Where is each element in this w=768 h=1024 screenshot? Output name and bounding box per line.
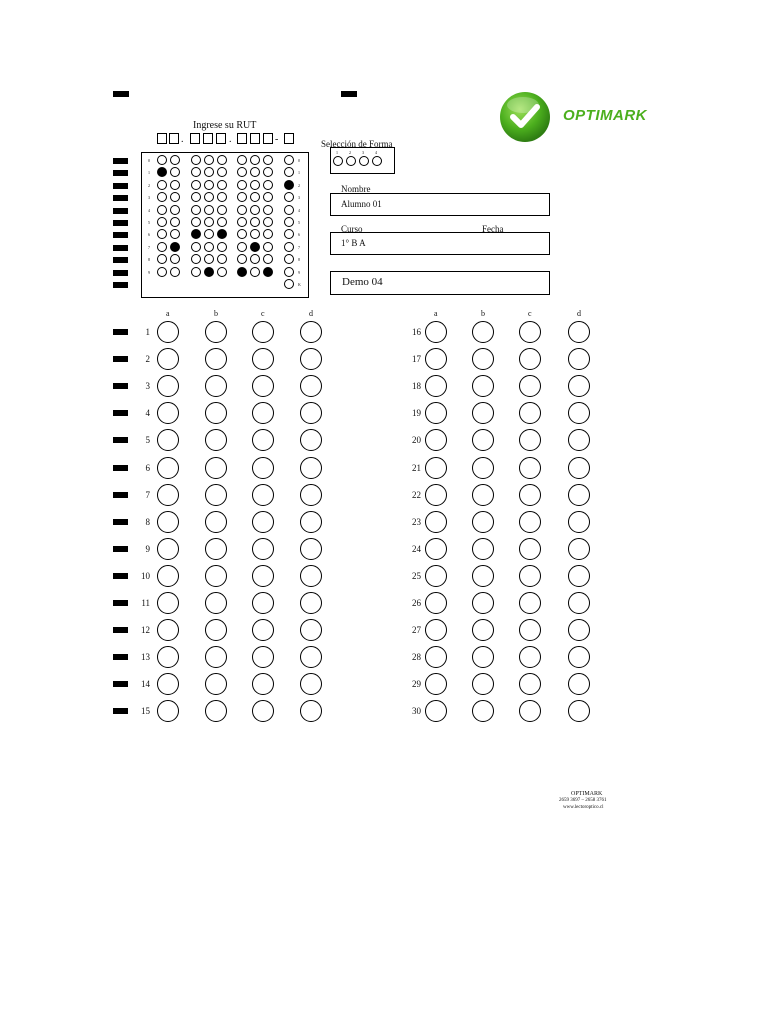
timing-mark (113, 245, 128, 251)
answer-bubble-15-b[interactable] (205, 700, 227, 722)
answer-bubble-22-d[interactable] (568, 484, 590, 506)
answer-bubble-11-a[interactable] (157, 592, 179, 614)
answer-bubble-13-a[interactable] (157, 646, 179, 668)
answer-bubble-21-a[interactable] (425, 457, 447, 479)
answer-bubble-16-a[interactable] (425, 321, 447, 343)
nombre-label: Nombre (341, 184, 371, 194)
rut-bubble-3-4[interactable] (191, 205, 201, 215)
answer-bubble-17-b[interactable] (472, 348, 494, 370)
answer-bubble-30-a[interactable] (425, 700, 447, 722)
question-number: 14 (141, 679, 150, 690)
rut-separator: . (181, 134, 184, 145)
option-header-right: a (434, 309, 438, 318)
rut-digit-label: 4 (148, 207, 150, 213)
question-number: 11 (141, 598, 150, 608)
answer-bubble-24-a[interactable] (425, 538, 447, 560)
answer-bubble-5-d[interactable] (300, 429, 322, 451)
rut-bubble-2-9[interactable] (170, 267, 180, 277)
nombre-field[interactable] (330, 193, 550, 216)
answer-bubble-9-c[interactable] (252, 538, 274, 560)
answer-bubble-1-d[interactable] (300, 321, 322, 343)
rut-bubble-8-7[interactable] (263, 242, 273, 252)
rut-bubble-4-9[interactable] (204, 267, 214, 277)
answer-bubble-18-b[interactable] (472, 375, 494, 397)
answer-timing-mark (113, 437, 128, 443)
answer-bubble-10-d[interactable] (300, 565, 322, 587)
answer-bubble-21-b[interactable] (472, 457, 494, 479)
rut-digit-label: 9 (148, 269, 150, 275)
answer-timing-mark (113, 573, 128, 579)
alignment-mark-top-left (113, 91, 129, 97)
timing-mark (113, 183, 128, 189)
rut-entry-box[interactable] (284, 133, 294, 144)
answer-timing-mark (113, 492, 128, 498)
rut-title: Ingrese su RUT (193, 120, 257, 131)
rut-check-label: K (298, 282, 301, 287)
rut-bubble-5-0[interactable] (217, 155, 227, 165)
answer-bubble-18-c[interactable] (519, 375, 541, 397)
answer-bubble-27-d[interactable] (568, 619, 590, 641)
answer-bubble-21-d[interactable] (568, 457, 590, 479)
rut-digit-label: 3 (148, 195, 150, 201)
answer-bubble-29-c[interactable] (519, 673, 541, 695)
answer-bubble-14-a[interactable] (157, 673, 179, 695)
rut-bubble-6-0[interactable] (237, 155, 247, 165)
answer-bubble-13-d[interactable] (300, 646, 322, 668)
rut-digit-label: 8 (148, 257, 150, 263)
rut-bubble-2-2[interactable] (170, 180, 180, 190)
answer-bubble-8-a[interactable] (157, 511, 179, 533)
answer-bubble-25-b[interactable] (472, 565, 494, 587)
rut-separator: . (229, 134, 232, 145)
answer-bubble-7-c[interactable] (252, 484, 274, 506)
question-number: 20 (412, 435, 421, 446)
rut-entry-box[interactable] (203, 133, 213, 144)
answer-bubble-16-b[interactable] (472, 321, 494, 343)
answer-timing-mark (113, 600, 128, 606)
rut-check-label: 6 (298, 232, 300, 238)
rut-digit-label: 1 (148, 170, 150, 176)
question-number: 24 (412, 543, 421, 554)
forma-bubble-4[interactable] (372, 156, 382, 166)
question-number: 8 (145, 516, 150, 527)
answer-bubble-20-a[interactable] (425, 429, 447, 451)
rut-bubble-9-4[interactable] (284, 205, 294, 215)
question-number: 27 (412, 625, 421, 636)
answer-bubble-23-a[interactable] (425, 511, 447, 533)
rut-bubble-9-10[interactable] (284, 279, 294, 289)
answer-bubble-17-a[interactable] (425, 348, 447, 370)
rut-entry-box[interactable] (216, 133, 226, 144)
answer-bubble-29-b[interactable] (472, 673, 494, 695)
answer-timing-mark (113, 410, 128, 416)
answer-bubble-20-c[interactable] (519, 429, 541, 451)
question-number: 25 (412, 570, 421, 581)
answer-bubble-11-c[interactable] (252, 592, 274, 614)
answer-bubble-24-d[interactable] (568, 538, 590, 560)
answer-bubble-1-a[interactable] (157, 321, 179, 343)
answer-bubble-3-a[interactable] (157, 375, 179, 397)
question-number: 26 (412, 598, 421, 608)
forma-bubble-1[interactable] (333, 156, 343, 166)
question-number: 4 (145, 408, 150, 419)
answer-bubble-15-a[interactable] (157, 700, 179, 722)
rut-bubble-7-9[interactable] (250, 267, 260, 277)
question-number: 6 (145, 462, 150, 473)
answer-bubble-1-c[interactable] (252, 321, 274, 343)
rut-check-label: 4 (298, 207, 300, 213)
answer-timing-mark (113, 465, 128, 471)
answer-bubble-6-d[interactable] (300, 457, 322, 479)
answer-bubble-2-a[interactable] (157, 348, 179, 370)
rut-bubble-8-0[interactable] (263, 155, 273, 165)
rut-bubble-5-5[interactable] (217, 217, 227, 227)
footer-website: www.lectoroptico.cl (563, 805, 604, 810)
answer-bubble-26-c[interactable] (519, 592, 541, 614)
answer-bubble-10-a[interactable] (157, 565, 179, 587)
brand-name: OPTIMARK (563, 107, 647, 124)
answer-bubble-28-a[interactable] (425, 646, 447, 668)
answer-timing-mark (113, 329, 128, 335)
answer-bubble-26-d[interactable] (568, 592, 590, 614)
answer-bubble-22-a[interactable] (425, 484, 447, 506)
answer-bubble-8-d[interactable] (300, 511, 322, 533)
rut-entry-box[interactable] (157, 133, 167, 144)
answer-bubble-14-b[interactable] (205, 673, 227, 695)
forma-option-label: 4 (375, 150, 377, 155)
rut-digit-label: 0 (148, 158, 150, 163)
answer-bubble-20-d[interactable] (568, 429, 590, 451)
answer-bubble-27-b[interactable] (472, 619, 494, 641)
answer-bubble-2-b[interactable] (205, 348, 227, 370)
rut-bubble-5-2[interactable] (217, 180, 227, 190)
rut-bubble-9-9[interactable] (284, 267, 294, 277)
answer-bubble-5-c[interactable] (252, 429, 274, 451)
question-number: 16 (412, 327, 421, 337)
rut-bubble-7-5[interactable] (250, 217, 260, 227)
rut-bubble-3-2[interactable] (191, 180, 201, 190)
answer-bubble-4-b[interactable] (205, 402, 227, 424)
answer-bubble-13-c[interactable] (252, 646, 274, 668)
answer-bubble-12-c[interactable] (252, 619, 274, 641)
answer-bubble-2-c[interactable] (252, 348, 274, 370)
rut-entry-box[interactable] (250, 133, 260, 144)
answer-timing-mark (113, 681, 128, 687)
timing-mark (113, 270, 128, 276)
rut-digit-label: 2 (148, 182, 150, 188)
option-header-left: d (309, 309, 313, 318)
answer-bubble-14-d[interactable] (300, 673, 322, 695)
answer-bubble-12-a[interactable] (157, 619, 179, 641)
rut-bubble-4-0[interactable] (204, 155, 214, 165)
question-number: 21 (412, 462, 421, 473)
rut-bubble-1-2[interactable] (157, 180, 167, 190)
rut-bubble-5-4[interactable] (217, 205, 227, 215)
rut-bubble-4-7[interactable] (204, 242, 214, 252)
answer-bubble-11-d[interactable] (300, 592, 322, 614)
answer-bubble-30-b[interactable] (472, 700, 494, 722)
rut-bubble-9-5[interactable] (284, 217, 294, 227)
timing-mark (113, 158, 128, 164)
answer-timing-mark (113, 519, 128, 525)
answer-bubble-6-c[interactable] (252, 457, 274, 479)
rut-bubble-7-7[interactable] (250, 242, 260, 252)
answer-bubble-17-c[interactable] (519, 348, 541, 370)
answer-bubble-16-d[interactable] (568, 321, 590, 343)
answer-bubble-19-b[interactable] (472, 402, 494, 424)
answer-bubble-4-c[interactable] (252, 402, 274, 424)
answer-bubble-18-d[interactable] (568, 375, 590, 397)
timing-mark (113, 257, 128, 263)
rut-bubble-7-0[interactable] (250, 155, 260, 165)
answer-bubble-29-d[interactable] (568, 673, 590, 695)
rut-bubble-2-7[interactable] (170, 242, 180, 252)
answer-bubble-19-d[interactable] (568, 402, 590, 424)
rut-check-label: 2 (298, 182, 300, 188)
answer-bubble-6-b[interactable] (205, 457, 227, 479)
question-number: 5 (145, 435, 150, 446)
answer-bubble-28-c[interactable] (519, 646, 541, 668)
answer-bubble-22-b[interactable] (472, 484, 494, 506)
question-number: 7 (145, 489, 150, 500)
answer-bubble-12-b[interactable] (205, 619, 227, 641)
curso-label: Curso (341, 224, 363, 234)
answer-bubble-30-c[interactable] (519, 700, 541, 722)
answer-bubble-28-d[interactable] (568, 646, 590, 668)
rut-entry-box[interactable] (169, 133, 179, 144)
answer-bubble-30-d[interactable] (568, 700, 590, 722)
question-number: 22 (412, 489, 421, 500)
rut-separator: - (275, 134, 279, 145)
answer-timing-mark (113, 546, 128, 552)
answer-bubble-3-c[interactable] (252, 375, 274, 397)
timing-mark (113, 220, 128, 226)
rut-bubble-6-4[interactable] (237, 205, 247, 215)
answer-timing-mark (113, 654, 128, 660)
answer-bubble-27-a[interactable] (425, 619, 447, 641)
rut-bubble-1-9[interactable] (157, 267, 167, 277)
answer-bubble-27-c[interactable] (519, 619, 541, 641)
rut-digit-label: 7 (148, 244, 150, 250)
answer-bubble-1-b[interactable] (205, 321, 227, 343)
answer-bubble-24-b[interactable] (472, 538, 494, 560)
rut-bubble-6-2[interactable] (237, 180, 247, 190)
rut-bubble-3-5[interactable] (191, 217, 201, 227)
question-number: 10 (141, 570, 150, 581)
forma-option-label: 2 (349, 150, 351, 155)
rut-check-label: 3 (298, 195, 300, 201)
option-header-left: c (261, 309, 265, 318)
curso-value: 1° B A (341, 238, 366, 248)
answer-bubble-23-b[interactable] (472, 511, 494, 533)
answer-bubble-9-b[interactable] (205, 538, 227, 560)
rut-bubble-3-0[interactable] (191, 155, 201, 165)
answer-bubble-3-d[interactable] (300, 375, 322, 397)
rut-bubble-6-7[interactable] (237, 242, 247, 252)
rut-bubble-1-4[interactable] (157, 205, 167, 215)
answer-bubble-25-d[interactable] (568, 565, 590, 587)
rut-bubble-2-4[interactable] (170, 205, 180, 215)
answer-bubble-29-a[interactable] (425, 673, 447, 695)
rut-bubble-9-7[interactable] (284, 242, 294, 252)
question-number: 3 (145, 381, 150, 392)
rut-bubble-8-4[interactable] (263, 205, 273, 215)
answer-bubble-2-d[interactable] (300, 348, 322, 370)
answer-bubble-15-d[interactable] (300, 700, 322, 722)
answer-bubble-11-b[interactable] (205, 592, 227, 614)
rut-bubble-2-0[interactable] (170, 155, 180, 165)
footer-phones: 2659 3697 – 2658 3761 (559, 798, 607, 803)
answer-timing-mark (113, 627, 128, 633)
answer-bubble-12-d[interactable] (300, 619, 322, 641)
answer-bubble-26-a[interactable] (425, 592, 447, 614)
answer-timing-mark (113, 356, 128, 362)
rut-bubble-7-4[interactable] (250, 205, 260, 215)
timing-mark (113, 232, 128, 238)
answer-bubble-25-a[interactable] (425, 565, 447, 587)
answer-bubble-26-b[interactable] (472, 592, 494, 614)
rut-bubble-8-5[interactable] (263, 217, 273, 227)
answer-bubble-6-a[interactable] (157, 457, 179, 479)
question-number: 9 (145, 543, 150, 554)
optimark-logo (499, 91, 659, 143)
rut-check-label: 9 (298, 269, 300, 275)
answer-bubble-19-a[interactable] (425, 402, 447, 424)
question-number: 28 (412, 652, 421, 663)
rut-bubble-2-5[interactable] (170, 217, 180, 227)
answer-bubble-21-c[interactable] (519, 457, 541, 479)
answer-bubble-4-d[interactable] (300, 402, 322, 424)
timing-mark (113, 170, 128, 176)
answer-bubble-5-a[interactable] (157, 429, 179, 451)
answer-bubble-7-a[interactable] (157, 484, 179, 506)
rut-bubble-9-2[interactable] (284, 180, 294, 190)
option-header-left: b (214, 309, 218, 318)
rut-entry-box[interactable] (190, 133, 200, 144)
answer-bubble-4-a[interactable] (157, 402, 179, 424)
rut-bubble-1-0[interactable] (157, 155, 167, 165)
forma-option-label: 1 (336, 150, 338, 155)
question-number: 15 (141, 706, 150, 717)
option-header-right: c (528, 309, 532, 318)
answer-bubble-24-c[interactable] (519, 538, 541, 560)
rut-bubble-1-7[interactable] (157, 242, 167, 252)
answer-timing-mark (113, 708, 128, 714)
answer-bubble-25-c[interactable] (519, 565, 541, 587)
prueba-value: Demo 04 (342, 276, 383, 288)
nombre-value: Alumno 01 (341, 199, 382, 209)
rut-check-label: 0 (298, 158, 300, 163)
question-number: 13 (141, 652, 150, 663)
answer-bubble-22-c[interactable] (519, 484, 541, 506)
rut-bubble-9-0[interactable] (284, 155, 294, 165)
rut-check-label: 7 (298, 244, 300, 250)
question-number: 18 (412, 381, 421, 392)
answer-bubble-8-b[interactable] (205, 511, 227, 533)
rut-bubble-8-2[interactable] (263, 180, 273, 190)
rut-entry-box[interactable] (237, 133, 247, 144)
answer-bubble-3-b[interactable] (205, 375, 227, 397)
rut-bubble-5-9[interactable] (217, 267, 227, 277)
answer-bubble-14-c[interactable] (252, 673, 274, 695)
answer-bubble-20-b[interactable] (472, 429, 494, 451)
timing-mark (113, 195, 128, 201)
answer-bubble-18-a[interactable] (425, 375, 447, 397)
rut-bubble-3-7[interactable] (191, 242, 201, 252)
question-number: 30 (412, 706, 421, 717)
answer-bubble-10-c[interactable] (252, 565, 274, 587)
alignment-mark-top-center (341, 91, 357, 97)
question-number: 1 (145, 327, 150, 337)
option-header-right: b (481, 309, 485, 318)
rut-bubble-4-5[interactable] (204, 217, 214, 227)
question-number: 23 (412, 516, 421, 527)
fecha-label: Fecha (482, 224, 504, 234)
answer-bubble-9-d[interactable] (300, 538, 322, 560)
answer-bubble-7-b[interactable] (205, 484, 227, 506)
rut-bubble-1-5[interactable] (157, 217, 167, 227)
answer-bubble-17-d[interactable] (568, 348, 590, 370)
answer-bubble-9-a[interactable] (157, 538, 179, 560)
rut-bubble-5-7[interactable] (217, 242, 227, 252)
answer-bubble-19-c[interactable] (519, 402, 541, 424)
footer-brand: OPTIMARK (571, 791, 603, 797)
rut-bubble-7-2[interactable] (250, 180, 260, 190)
answer-bubble-5-b[interactable] (205, 429, 227, 451)
rut-check-label: 5 (298, 220, 300, 225)
rut-bubble-6-9[interactable] (237, 267, 247, 277)
prueba-field[interactable] (330, 271, 550, 295)
rut-bubble-6-5[interactable] (237, 217, 247, 227)
answer-bubble-10-b[interactable] (205, 565, 227, 587)
question-number: 2 (145, 354, 150, 365)
answer-bubble-15-c[interactable] (252, 700, 274, 722)
question-number: 29 (412, 679, 421, 690)
question-number: 17 (412, 354, 421, 365)
rut-bubble-4-2[interactable] (204, 180, 214, 190)
answer-bubble-28-b[interactable] (472, 646, 494, 668)
forma-option-label: 3 (362, 150, 364, 155)
rut-bubble-3-9[interactable] (191, 267, 201, 277)
rut-digit-label: 6 (148, 232, 150, 238)
forma-title: Selección de Forma (321, 139, 393, 149)
rut-check-label: 8 (298, 257, 300, 263)
forma-bubble-3[interactable] (359, 156, 369, 166)
rut-entry-box[interactable] (263, 133, 273, 144)
rut-bubble-8-9[interactable] (263, 267, 273, 277)
option-header-right: d (577, 309, 581, 318)
answer-bubble-7-d[interactable] (300, 484, 322, 506)
forma-bubble-2[interactable] (346, 156, 356, 166)
rut-digit-label: 5 (148, 220, 150, 225)
answer-bubble-23-d[interactable] (568, 511, 590, 533)
answer-timing-mark (113, 383, 128, 389)
answer-bubble-16-c[interactable] (519, 321, 541, 343)
answer-bubble-13-b[interactable] (205, 646, 227, 668)
option-header-left: a (166, 309, 170, 318)
timing-mark (113, 282, 128, 288)
rut-bubble-4-4[interactable] (204, 205, 214, 215)
answer-bubble-23-c[interactable] (519, 511, 541, 533)
curso-field[interactable] (330, 232, 550, 255)
timing-mark (113, 208, 128, 214)
answer-bubble-8-c[interactable] (252, 511, 274, 533)
question-number: 12 (141, 625, 150, 636)
question-number: 19 (412, 408, 421, 419)
rut-check-label: 1 (298, 170, 300, 176)
